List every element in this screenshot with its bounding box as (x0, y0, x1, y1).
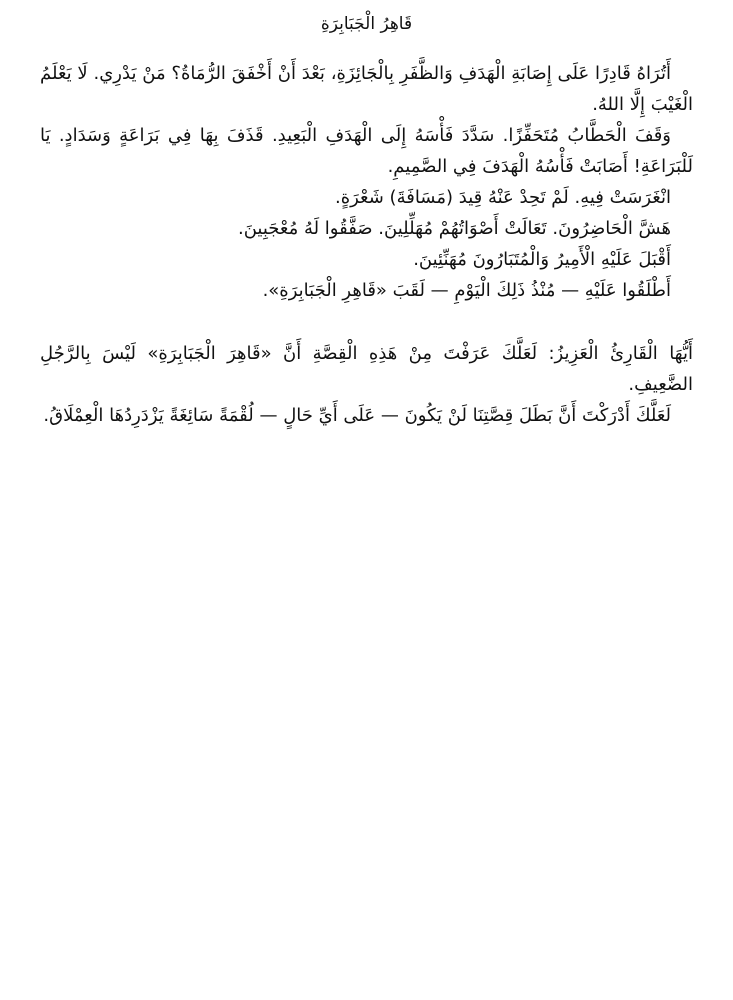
reader-paragraph-1: أَيُّهَا الْقَارِئُ الْعَزِيزُ: لَعَلَّكَ عَرَفْتَ مِنْ هَذِهِ الْقِصَّةِ أَنَّ «قَاهِرَ الْجَبَابِرَةِ» لَيْسَ بِالرَّجُلِ الضَّعِيفِ. (40, 343, 693, 395)
reader-paragraph-2: لَعَلَّكَ أَدْرَكْتَ أَنَّ بَطَلَ قِصَّتِنَا لَنْ يَكُونَ — عَلَى أَيِّ حَالٍ — لُقْمَةً سَائِغَةً يَزْدَرِدُهَا الْعِمْلَاقُ. (43, 405, 671, 426)
section-gap (40, 306, 693, 338)
story-paragraph-1: أَتُرَاهُ قَادِرًا عَلَى إِصَابَةِ الْهَدَفِ وَالظَّفَرِ بِالْجَائِزَةِ، بَعْدَ أَنْ أَخْفَقَ الرُّمَاةُ؟ مَنْ يَدْرِي. لَا يَعْلَمُ الْغَيْبَ إِلَّا اللهُ. (40, 63, 693, 115)
story-line-1: انْغَرَسَتْ فِيهِ. لَمْ تَحِدْ عَنْهُ قِيدَ (مَسَافَةَ) شَعْرَةٍ. (334, 187, 671, 208)
page-title: قَاهِرُ الْجَبَابِرَةِ (320, 14, 413, 34)
story-line-3: أَقْبَلَ عَلَيْهِ الْأَمِيرُ وَالْمُتَبَارُونَ مُهَنِّئِينَ. (413, 249, 671, 270)
reader-section (40, 338, 693, 431)
story-lines (40, 182, 693, 306)
story-paragraph-2: وَقَفَ الْحَطَّابُ مُتَحَفِّزًا. سَدَّدَ فَأْسَهُ إِلَى الْهَدَفِ الْبَعِيدِ. قَذَفَ بِهَا فِي بَرَاعَةٍ وَسَدَادٍ. يَا لَلْبَرَاعَةِ! أَصَابَتْ فَأْسُهُ الْهَدَفَ فِي الصَّمِيمِ. (40, 125, 693, 177)
story-line-4: أَطْلَقُوا عَلَيْهِ — مُنْذُ ذَلِكَ الْيَوْمِ — لَقَبَ «قَاهِرِ الْجَبَابِرَةِ». (262, 280, 671, 301)
story-line-2: هَشَّ الْحَاضِرُونَ. تَعَالَتْ أَصْوَاتُهُمْ مُهَلِّلِينَ. صَفَّقُوا لَهُ مُعْجَبِينَ. (237, 218, 671, 239)
story-section (40, 58, 693, 306)
